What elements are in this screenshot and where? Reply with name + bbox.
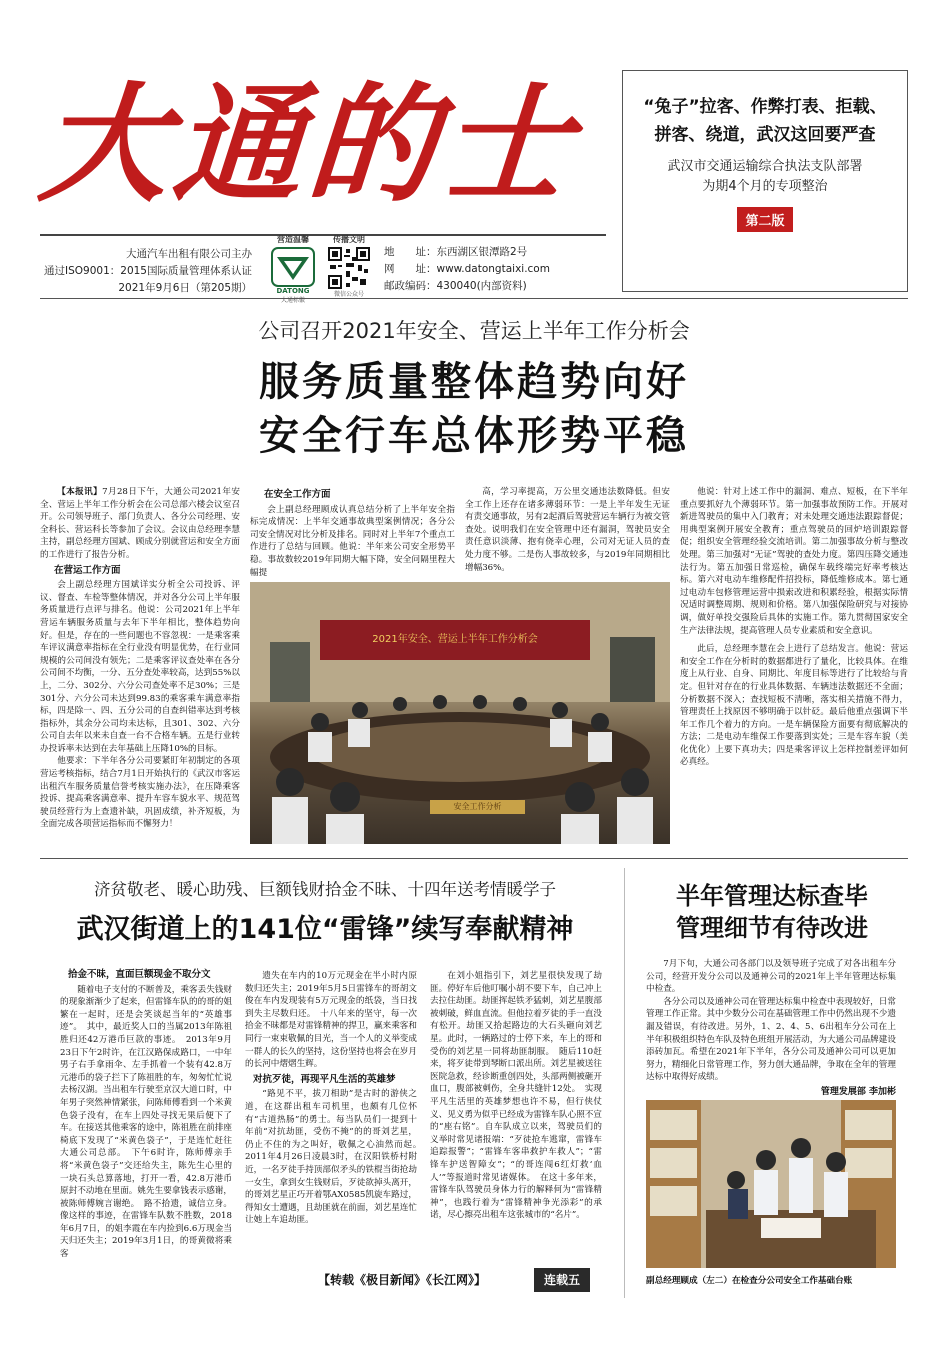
feature-column-1 xyxy=(60,966,232,1288)
publisher-line1: 大通汽车出租有限公司主办 xyxy=(126,248,252,260)
feature-column-3 xyxy=(430,970,602,1270)
feature-col2-text-a: 遗失在车内的10万元现金在半小时内原数归还失主；2019年5月5日雷锋车的哥胡文俊在车内发现装有5万元现金的纸袋，当日找到失主尽数归还。 十八年来的坚守，每一次拾金不昧都是对雷锋精神的捍卫，赢来乘客和同行一束束敬佩的目光，当一个人的义举变成一群人的长久的坚持，这份坚持也将会在岁月的长河中熠熠生辉。 xyxy=(245,971,417,1070)
feature-subhead-honesty: 拾金不昧，直面巨额现金不取分文 xyxy=(68,969,211,980)
lead-subhead-operations: 在营运工作方面 xyxy=(54,564,121,576)
qr-code-icon xyxy=(328,247,370,289)
masthead-rule xyxy=(40,234,606,236)
promo-badge[interactable]: 第二版 xyxy=(737,207,792,232)
logo-block xyxy=(266,234,320,304)
lead-column-3 xyxy=(465,486,670,578)
promo-title-2: 拼客、绕道，武汉这回要严查 xyxy=(654,125,876,145)
qr-caption: 传播文明 xyxy=(333,235,365,244)
datong-logo-icon xyxy=(271,247,315,287)
lead-col1-p3: 他要求：下半年各分公司要紧盯年初制定的各项营运考核指标，结合7月1日开始执行的《武汉市客运出租汽车服务质量信誉考核实施办法》，在压降乘客投诉、提高乘客满意率、提升车容车貌水平、规范驾驶员经营行为上查遗补缺，巩固成绩，补齐短板，为全面完成各项营运指标而不懈努力！ xyxy=(40,756,240,830)
zip-label: 邮政编码： xyxy=(384,280,437,292)
feature-series-badge: 连载五 xyxy=(534,1268,590,1292)
feature-col2-text-b: “路见不平，拔刀相助”是古时的游侠之道，在这群出租车司机里，也颇有几位怀有“古道热肠”的勇士。每当队员们一提到十年前“对抗劫匪，受伤不掩”的的哥刘艺星，仍止不住的为之叫好，敬佩之心油然而起。 2011年4月26日凌晨3时，在汉阳铁桥村附近，一名歹徒手持顶部似矛头的铁棍当街抢劫一女生，拿到女生钱财后，歹徒欲掉头离开，的哥刘艺星正巧开着鄂AX0585凯旋车路过，得知女士遭遇，且劫匪就在前面，刘艺星连忙让她上车追劫匪。 xyxy=(245,1089,426,1226)
lead-column-4 xyxy=(680,486,908,846)
side-p2: 各分公司以及通神公司在管理达标集中检查中表现较好，日常管理工作正常。其中少数分公司在基础管理工作中仍然出现不少遗漏及错误，有待改进。另外，1、2、4、5、6出租车分公司在上半年积极组织特色车队及特色班组开展活动，为大通公司品牌建设添砖加瓦。希望在2021年下半年，各分公司及通神公司可以更加努力，精细化日常管理工作，努力创大通品牌，争取在全年的管理达标中取得好成绩。 xyxy=(646,996,896,1083)
side-p1: 7月下旬，大通公司各部门以及领导班子完成了对各出租车分公司，经营开发分公司以及通神公司的2021年上半年管理达标集中检查。 xyxy=(646,959,896,995)
lead-meeting-photo xyxy=(250,582,670,844)
feature-reprint-note: 【转载《极目新闻》《长江网》】 xyxy=(318,1273,487,1287)
address-value: 东西湖区银潭路2号 xyxy=(436,246,528,258)
side-inspection-photo xyxy=(646,1100,896,1268)
web-value[interactable]: www.datongtaixi.com xyxy=(436,263,550,275)
qr-sub: 微信公众号 xyxy=(333,291,364,298)
side-body xyxy=(646,958,896,1099)
promo-title-1: “兔子”拉客、作弊打表、拒载、 xyxy=(643,97,887,117)
lead-column-2 xyxy=(250,486,455,578)
lead-kicker: 公司召开2021年安全、营运上半年工作分析会 xyxy=(258,319,690,343)
feature-headline: 武汉街道上的141位“雷锋”续写奉献精神 xyxy=(76,914,574,945)
feature-kicker: 济贫敬老、暖心助残、巨额钱财拾金不昧、十四年送考情暖学子 xyxy=(94,880,556,899)
lead-col1-p2: 会上副总经理方国斌详实分析全公司投诉、评议、督查、车检等整体情况，并对各分公司上半年服务质量进行点评与排名。他说：公司2021年上半年营运车辆服务质量与去年下半年相比，整体趋势向好。但是，存在的一些问题也不容忽视：一是乘客乘车评议满意率指标在全行业没有明显优势，在行业同规模的公司间没有领先；二是乘客评议查处率在各分公司间不均衡，一分、五分查处率较高，达到55%以上，二分、302分、六分公司查处率不足30%；三是301分、六分公司未达到99.83的乘客乘车满意率指标，四是除一、四、五分公司的自查纠错率达到考核指标外，其余分公司均未达标，且301、302、六分公司自去年以来未自查一台不合格车辆。五是行业转办投诉率未达到在去年基础上压降10%的目标。 xyxy=(40,580,240,754)
side-byline: 管理发展部 李加彬 xyxy=(820,1086,896,1097)
publisher-line2: 通过ISO9001：2015国际质量管理体系认证 xyxy=(44,265,252,277)
web-label: 网 址： xyxy=(384,263,437,275)
feature-side-divider xyxy=(624,868,625,1298)
feature-col1-text: 随着电子支付的不断普及，乘客丢失钱财的现象渐渐少了起来，但雷锋车队的的哥的姐繁在一起时，还是会笑谈起当年的“英雄事迹”。 其中，最近奖人口的当属2013年陈祖胜归还42万港币巨款的事迹。 2013年9月23日下午2时许，在江汉路保成路口，一中年男子右手拿雨伞、左手抓着一个装有42.8万元港币的袋子拦下了陈祖胜的车，匆匆忙忙说去杨汉湖。当出租车行驶至京汉大道口时，中年男子突然神情紧张，问陈师傅看到一个米黄色袋子没有，在车上四处寻找无果后便下了车。在接送其他乘客的途中，陈祖胜在前排座椅底下发现了“米黄色袋子”，于是连忙赶往大通公司总部。 下午6时许，陈师傅亲手将“米黄色袋子”交还给失主，陈先生心里的一块石头总算落地，打开一看，42.8万港币原封不动地在里面。姚先生要拿钱表示感谢，被陈师傅婉言谢绝。 路不拾遗，诚信立身。像这样的事迹，在雷锋车队数不胜数，2018年6月7日，的姐李霞在车内捡到6.6万现金当天归还失主；2019年3月1日，的哥黄微将乘客 xyxy=(60,984,232,1260)
feature-col3-text: 在刘小姐指引下，刘艺星很快发现了劫匪。停好车后他叮嘱小胡不要下车，自己冲上去拉住劫匪。劫匪挥起铁矛猛刺，刘艺星腹部被刺破，鲜血直流。但他拉着歹徒的手一直没有松开。劫匪又拾起路边的大石头砸向刘艺星。此时，一辆路过的士停下来，车上的哥和受伤的刘艺星一同将劫匪制服。 随后110赶来，将歹徒带到琴断口派出所。刘艺星被送往医院急救，经诊断重创四处，头部两侧被砸开血口，腹部被刺伤，全身共缝针12处。 实现平凡生活里的英雄梦想也许不易，但行侠仗义、见义勇为似乎已经成为雷锋车队心照不宣的“座右铭”。自车队成立以来，驾驶员们的义举时常见诸报端：“歹徒抢车逃窜，雷锋车追踪报警”；“雷锋车客串救护车救人”；“雷锋车护送智障女”；“的哥连闯6红灯救‘血人’”等报道时常见诸媒体。 在这十多年来，雷锋车队驾驶员身体力行的解释何为“雷锋精神”，也践行着为“雷锋精神争光添彩”的承诺，尽心擦亮出租车这张城市的“名片”。 xyxy=(430,971,602,1221)
publisher-block xyxy=(40,246,252,297)
feature-subhead-hero: 对抗歹徒，再现平凡生活的英雄梦 xyxy=(253,1073,396,1085)
lead-headline-2: 安全行车总体形势平稳 xyxy=(259,413,689,459)
promo-box xyxy=(622,70,908,292)
photo-banner-text: 2021年安全、营运上半年工作分析会 xyxy=(372,634,538,645)
lead-subhead-safety: 在安全工作方面 xyxy=(264,489,331,500)
side-headline-2: 管理细节有待改进 xyxy=(676,914,868,942)
lead-column-1 xyxy=(40,486,240,846)
inspection-scene-icon xyxy=(646,1100,896,1268)
qr-block xyxy=(324,234,374,298)
lead-col4-p2: 此后，总经理李慧在会上进行了总结发言。他说：营运和安全工作在分析时的数据都进行了量化，比较具体。在维度上从行业、自身、同期比、年度目标等进行了比较给与肯定。但针对存在的行业具体数据、车辆违法数据还不全面；分析数据不深入；查找短板不清晰，落实相关措施不得力，管理责任上找原因不够明确于以针砭。最后他重点强调下半年工作几个着力的方向。一是车辆保险方面要有彻底解决的方法；二是电动车维保工作要落到实处；三是车容车貌（美化优化）上要下真功夫；四是乘客评议上怎样控制差评如何必真经。 xyxy=(680,644,908,768)
issue-date: 2021年9月6日（第205期） xyxy=(118,282,252,294)
logo-caption: 营造温馨 xyxy=(277,235,309,244)
promo-sub-2: 为期4个月的专项整治 xyxy=(702,179,828,194)
side-photo-caption: 副总经理顾成（左二）在检查分公司安全工作基础台账 xyxy=(646,1276,853,1286)
lead-col4-p1: 他说：针对上述工作中的漏洞、难点、短板，在下半年重点要抓好九个薄弱环节。第一加强事故预防工作。开展对新进驾驶员的集中入门教育；对未处理交通违法跟踪督促；用典型案例开展安全教育；重点驾驶员的回炉培训跟踪督促；组织安全管理经验交流培训。第二加强事故分析与整改处理。第三加强对“无证”驾驶的查处力度。第四压降交通违法行为。第五加强日常巡检，确保车载终端完好率考核达标。第六对电动车维修配件招投标，降低维修成本。第七通过电动车包修管理运营中损索改进和积累经验，根据实际情况适时调整周期、规则和价格。第八加强保险研究与对接协调，做好单投交强险后具体的实施工作。第九贯彻国家安全生产法律法规，提高管理人员专业素质和安全意识。 xyxy=(680,487,908,636)
logo-name: DATONG xyxy=(276,287,310,295)
lead-col1-p1: 7月28日下午，大通公司2021年安全、营运上半年工作分析会在公司总部六楼会议室召开。公司领导班子、部门负责人、各分公司经理、安全科长、营运科长等参加了会议。会议由总经理李慧主持，副总经理方国斌、顾成分别就营运和安全方面的工作进行了报告分析。 xyxy=(40,487,240,560)
lead-bottom-rule xyxy=(40,858,908,859)
lead-col2-p1: 会上副总经理顾成认真总结分析了上半年安全指标完成情况：上半年交通事故典型案例情况；各分公司安全情况对比分析及排名。同时对上半年7个重点工作进行了总结与回顾。他说：半年来公司安全形势平稳。事故数较2019年同期大幅下降，安全问隔里程大幅提 xyxy=(250,504,455,578)
lead-col3-p1: 高，学习率提高，万公里交通违法数降低。但安全工作上还存在诸多薄弱环节：一是上半年发生无证有责交通事故，另有2起酒后驾驶营运车辆行为被交管查处。说明我们在安全管理中还有漏洞，驾驶员安全责任意识淡薄、抱有侥幸心理，公司对无证人员的查处力度不够。二是伤人事故较多，与2019年同期相比增幅36%。 xyxy=(465,487,670,573)
masthead-title: 大通的士 xyxy=(34,70,582,220)
feature-column-2 xyxy=(245,970,426,1270)
logo-sub: 大通标徽 xyxy=(280,297,305,304)
header-divider xyxy=(40,298,908,299)
promo-sub-1: 武汉市交通运输综合执法支队部署 xyxy=(667,159,863,174)
contact-block xyxy=(384,244,614,295)
lead-dateline: 【本报讯】 xyxy=(57,487,103,497)
side-headline-1: 半年管理达标查毕 xyxy=(676,882,868,910)
zip-value: 430040(内部资料) xyxy=(436,280,527,292)
photo-table-sign: 安全工作分析 xyxy=(453,802,502,811)
address-label: 地 址： xyxy=(384,246,437,258)
lead-headline-1: 服务质量整体趋势向好 xyxy=(259,359,689,405)
